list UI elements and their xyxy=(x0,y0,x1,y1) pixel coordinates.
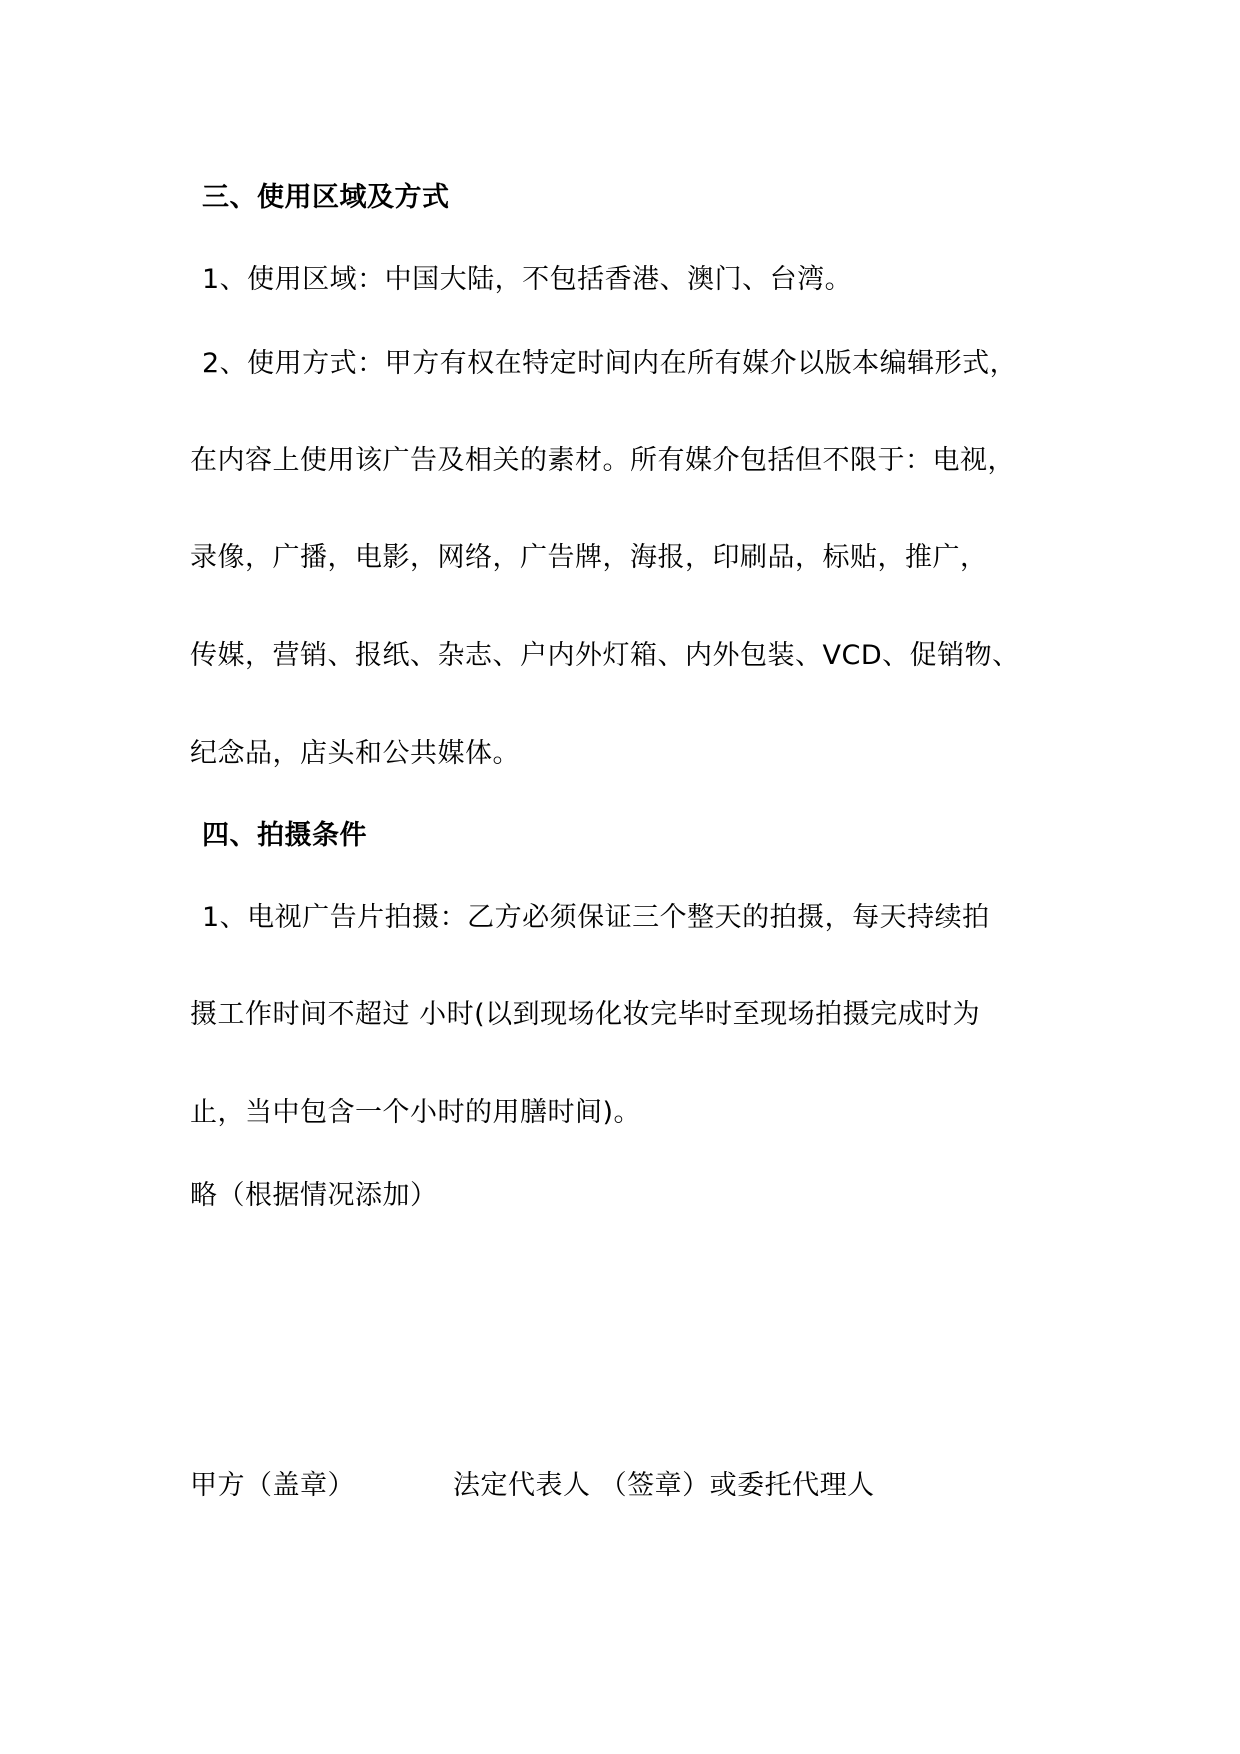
section-3-heading: 三、使用区域及方式 xyxy=(202,182,450,213)
section-3-line-2: 2、使用方式：甲方有权在特定时间内在所有媒介以版本编辑形式， xyxy=(202,348,1018,379)
section-3-line-3: 在内容上使用该广告及相关的素材。所有媒介包括但不限于：电视， xyxy=(190,445,1015,476)
section-4-line-3: 止，当中包含一个小时的用膳时间)。 xyxy=(190,1097,642,1128)
note-text: 略（根据情况添加） xyxy=(190,1180,438,1211)
representative-signature-label: 法定代表人 （签章）或委托代理人 xyxy=(453,1470,875,1501)
section-3-line-5: 传媒，营销、报纸、杂志、户内外灯箱、内外包装、VCD、促销物、 xyxy=(190,640,1020,671)
section-3-line-4: 录像，广播，电影，网络，广告牌，海报，印刷品，标贴，推广， xyxy=(190,542,988,573)
party-a-seal-label: 甲方（盖章） xyxy=(190,1470,355,1501)
section-4-heading: 四、拍摄条件 xyxy=(202,820,367,851)
section-3-line-1: 1、使用区域：中国大陆，不包括香港、澳门、台湾。 xyxy=(202,264,853,295)
section-3-line-6: 纪念品，店头和公共媒体。 xyxy=(190,738,520,769)
section-4-line-1: 1、电视广告片拍摄：乙方必须保证三个整天的拍摄，每天持续拍 xyxy=(202,902,990,933)
section-4-line-2: 摄工作时间不超过 小时(以到现场化妆完毕时至现场拍摄完成时为 xyxy=(190,999,981,1030)
